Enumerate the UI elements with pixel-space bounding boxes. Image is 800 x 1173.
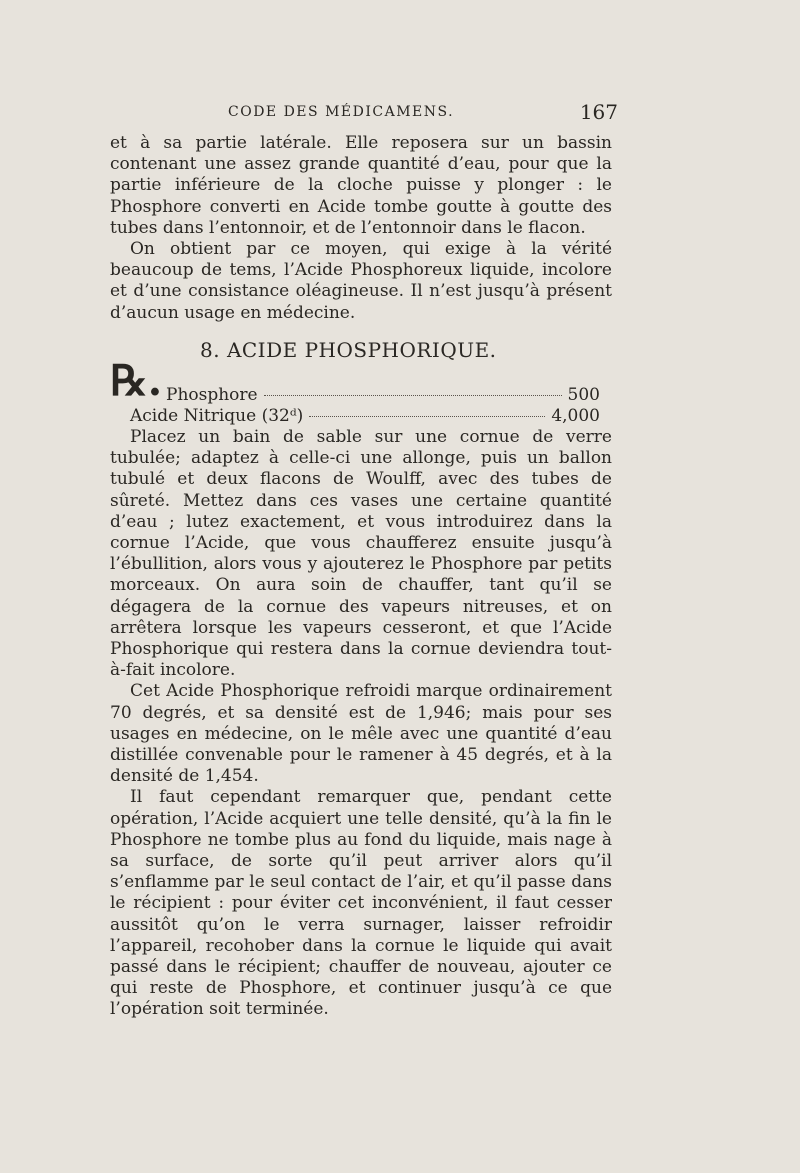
paragraph: Placez un bain de sable sur une cornue de verre tubulée; adaptez à celle-ci une allonge, puis un ballon tubulé et deux flacons de Woulff, avec des tubes de sûreté. Mettez dans ces vases une certaine quantité d’eau ; lutez exactement, et vous introduirez dans la cornue l’Acide, que vous chaufferez ensuite jusqu’à l’ébullition, alors vous y ajouterez le Phosphore par petits morceaux. On aura soin de chauffer, tant qu’il se dégagera de la cornue des vapeurs nitreuses, et on arrêtera lorsque les vapeurs cesseront, et que l’Acide Phosphorique qui restera dans la cornue deviendra tout-à-fait incolore. (110, 427, 612, 681)
paragraph: Cet Acide Phosphorique refroidi marque ordinairement 70 degrés, et sa densité est de 1,946; mais pour ses usages en médecine, on le mêle avec une quantité d’eau distillée convenable pour le ramener à 45 degrés, et à la densité de 1,454. (110, 681, 612, 787)
ingredient-name: Acide Nitrique (32ᵈ) (130, 406, 304, 426)
body-text-top (110, 133, 612, 324)
ingredient-row (130, 385, 600, 406)
page-header (228, 100, 618, 124)
section-title: 8. ACIDE PHOSPHORIQUE. (200, 338, 497, 362)
ingredient-name: Phosphore (166, 385, 258, 405)
paragraph: On obtient par ce moyen, qui exige à la vérité beaucoup de tems, l’Acide Phosphoreux liquide, incolore et d’une consistance oléagineuse. Il n’est jusqu’à présent d’aucun usage en médecine. (110, 239, 612, 323)
ingredient-row (130, 406, 600, 427)
page-number: 167 (579, 100, 618, 124)
dot-leader (264, 395, 562, 396)
ingredient-list (130, 385, 600, 427)
ingredient-quantity: 500 (567, 385, 600, 405)
body-text-bottom (110, 427, 612, 1021)
paragraph: Il faut cependant remarquer que, pendant cette opération, l’Acide acquiert une telle densité, qu’à la fin le Phosphore ne tombe plus au fond du liquide, mais nage à sa surface, de sorte qu’il peut arriver alors qu’il s’enflamme par le seul contact de l’air, et qu’il passe dans le récipient : pour éviter cet inconvénient, il faut cesser aussitôt qu’on le verra surnager, laisser refroidir l’appareil, recohober dans la cornue le liquide qui avait passé dans le récipient; chauffer de nouveau, ajouter ce qui reste de Phosphore, et continuer jusqu’à ce que l’opération soit terminée. (110, 787, 612, 1020)
recipe-symbol: ℞. (110, 356, 163, 405)
running-title: CODE DES MÉDICAMENS. (228, 104, 455, 120)
dot-leader (309, 416, 545, 417)
ingredient-quantity: 4,000 (551, 406, 600, 426)
paragraph: et à sa partie latérale. Elle reposera sur un bassin contenant une assez grande quantité d’eau, pour que la partie inférieure de la cloche puisse y plonger : le Phosphore converti en Acide tombe goutte à goutte des tubes dans l’entonnoir, et de l’entonnoir dans le flacon. (110, 133, 612, 238)
